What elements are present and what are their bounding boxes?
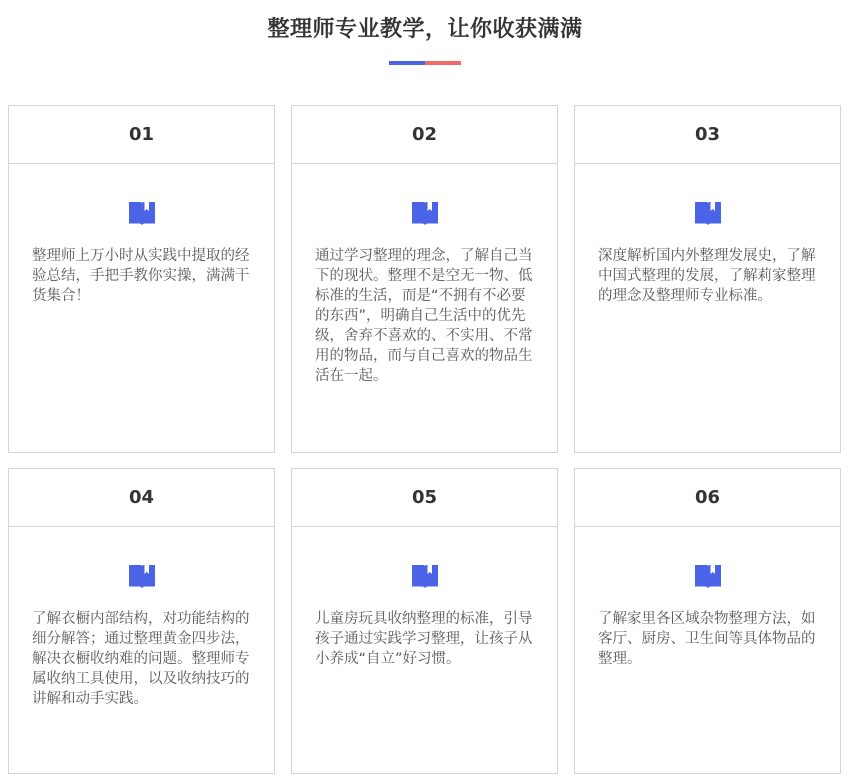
card-number: 06: [575, 469, 840, 527]
title-underline: [389, 61, 461, 65]
card-description: 了解衣橱内部结构，对功能结构的细分解答；通过整理黄金四步法，解决衣橱收纳难的问题。整理师专属收纳工具使用，以及收纳技巧的讲解和动手实践。: [32, 611, 250, 707]
feature-card-06: [574, 468, 841, 774]
page-title: 整理师专业教学，让你收获满满: [267, 17, 583, 42]
feature-card-02: [291, 105, 558, 453]
card-number: 01: [9, 106, 274, 164]
card-description: 深度解析国内外整理发展史，了解中国式整理的发展，了解莉家整理的理念及整理师专业标准。: [598, 248, 816, 304]
book-icon: [694, 562, 722, 590]
book-icon: [128, 562, 156, 590]
feature-card-04: [8, 468, 275, 774]
feature-card-05: [291, 468, 558, 774]
card-description: 儿童房玩具收纳整理的标准，引导孩子通过实践学习整理，让孩子从小养成“自立”好习惯。: [315, 611, 533, 667]
book-icon: [694, 199, 722, 227]
card-description: 整理师上万小时从实践中提取的经验总结，手把手教你实操，满满干货集合！: [32, 248, 250, 304]
book-icon: [411, 562, 439, 590]
underline-blue-segment: [389, 61, 425, 65]
card-number: 03: [575, 106, 840, 164]
book-icon: [128, 199, 156, 227]
underline-red-segment: [425, 61, 461, 65]
card-number: 04: [9, 469, 274, 527]
feature-card-03: [574, 105, 841, 453]
card-description: 了解家里各区域杂物整理方法，如客厅、厨房、卫生间等具体物品的整理。: [598, 611, 816, 667]
card-number: 02: [292, 106, 557, 164]
card-number: 05: [292, 469, 557, 527]
feature-card-01: [8, 105, 275, 453]
book-icon: [411, 199, 439, 227]
card-description: 通过学习整理的理念，了解自己当下的现状。整理不是空无一物、低标准的生活，而是“不拥有不必要的东西”，明确自己生活中的优先级，舍弃不喜欢的、不实用、不常用的物品，而与自己喜欢的物品生活在一起。: [315, 248, 533, 384]
